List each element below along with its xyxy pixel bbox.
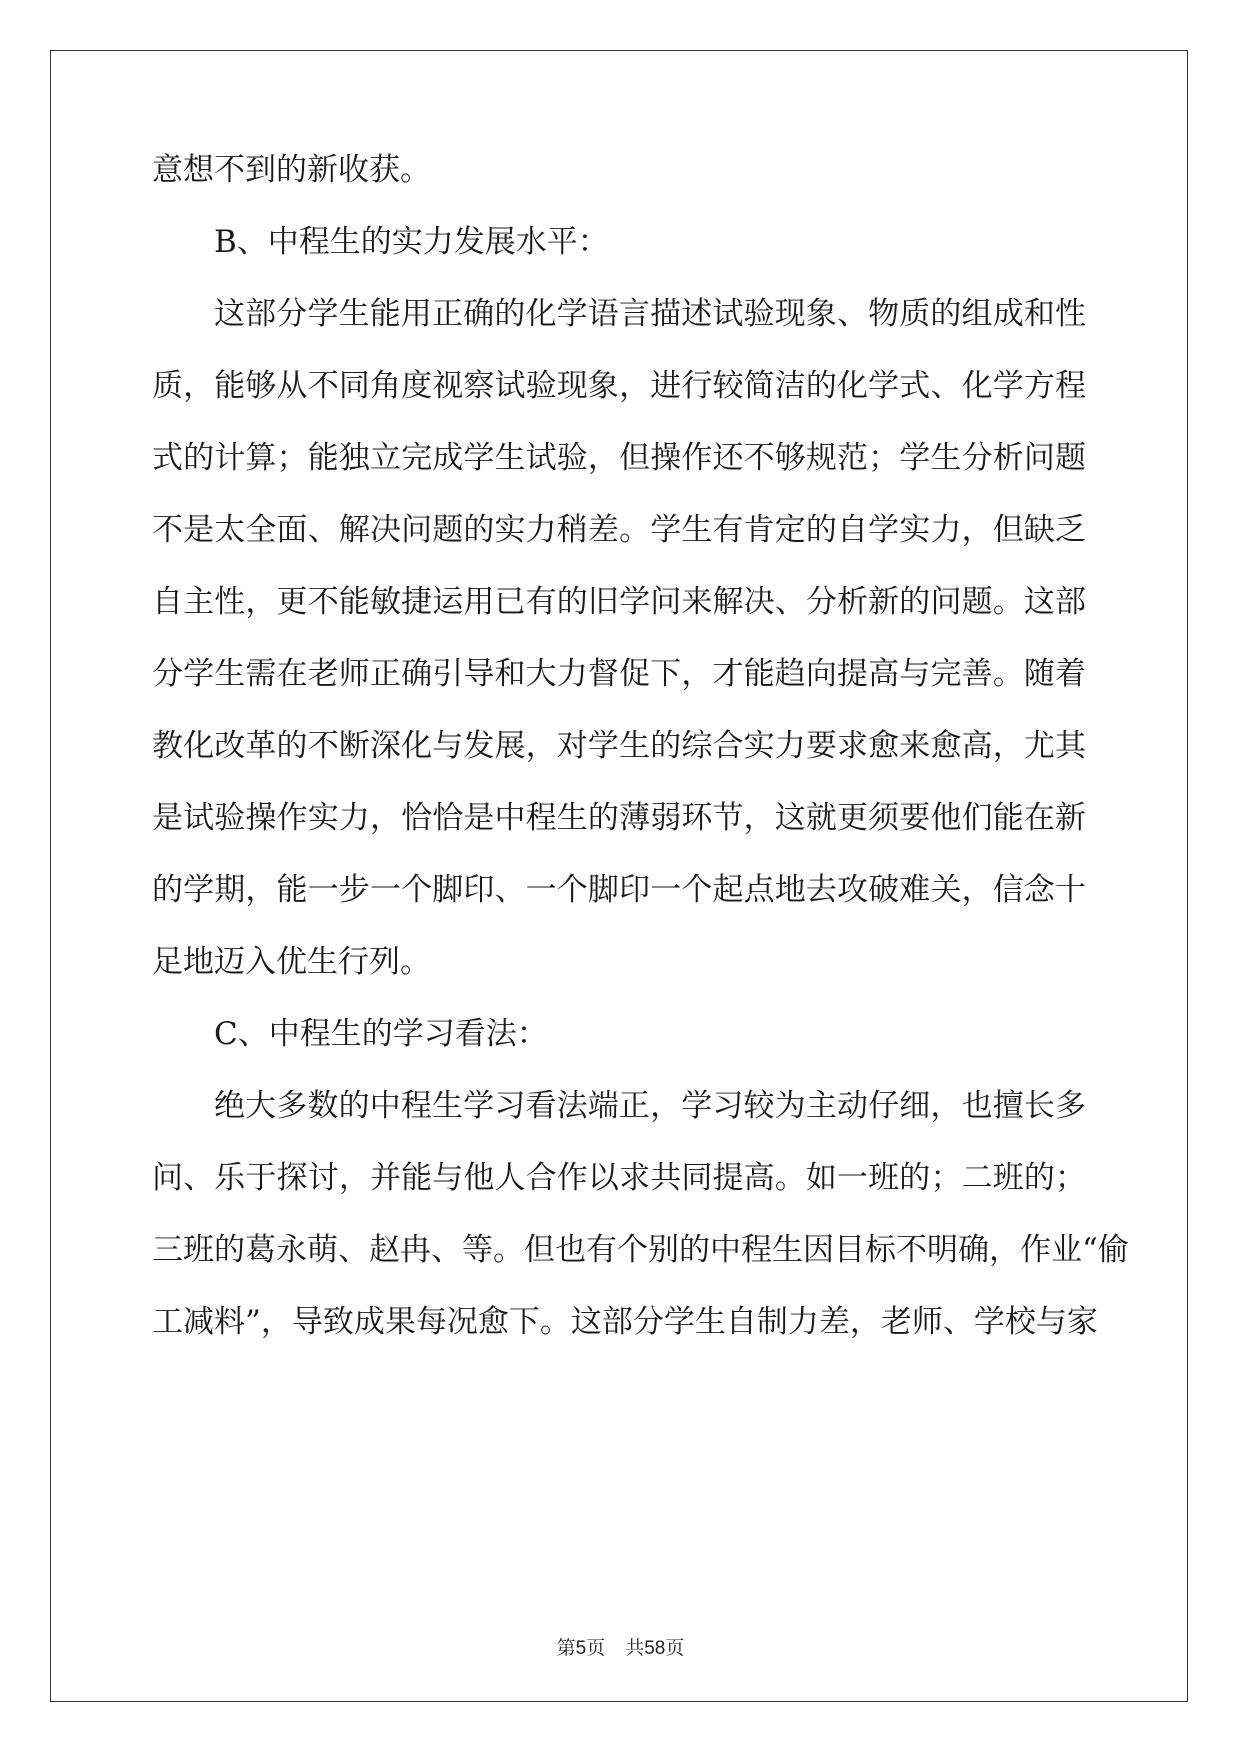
text-line: 这部分学生能用正确的化学语言描述试验现象、物质的组成和性: [214, 296, 1086, 332]
total-suffix: 页: [665, 1637, 685, 1659]
text-line: 三班的葛永萌、赵冉、等。但也有个别的中程生因目标不明确，作业“偷: [152, 1232, 1129, 1268]
text-line: 的学期，能一步一个脚印、一个脚印一个起点地去攻破难关，信念十: [152, 872, 1086, 908]
page-suffix: 页: [586, 1637, 606, 1659]
text-line: C、中程生的学习看法：: [214, 1016, 548, 1052]
text-line: 绝大多数的中程生学习看法端正，学习较为主动仔细，也擅长多: [214, 1088, 1086, 1124]
text-line: 分学生需在老师正确引导和大力督促下，才能趋向提高与完善。随着: [152, 656, 1086, 692]
text-line: 问、乐于探讨，并能与他人合作以求共同提高。如一班的；二班的；: [152, 1160, 1086, 1196]
text-line: 质，能够从不同角度视察试验现象，进行较简洁的化学式、化学方程: [152, 368, 1086, 404]
text-line: 自主性，更不能敏捷运用已有的旧学问来解决、分析新的问题。这部: [152, 584, 1086, 620]
text-line: 教化改革的不断深化与发展，对学生的综合实力要求愈来愈高，尤其: [152, 728, 1086, 764]
text-line: 式的计算；能独立完成学生试验，但操作还不够规范；学生分析问题: [152, 440, 1086, 476]
total-prefix: 共: [625, 1637, 645, 1659]
text-line: B、中程生的实力发展水平：: [214, 224, 609, 260]
text-line: 是试验操作实力，恰恰是中程生的薄弱环节，这就更须要他们能在新: [152, 800, 1086, 836]
page-prefix: 第: [556, 1637, 576, 1659]
page-number: 5: [575, 1638, 587, 1659]
total-pages: 58: [644, 1638, 666, 1659]
text-line: 不是太全面、解决问题的实力稍差。学生有肯定的自学实力，但缺乏: [152, 512, 1086, 548]
text-line: 足地迈入优生行列。: [152, 944, 431, 980]
text-line: 工减料”，导致成果每况愈下。这部分学生自制力差，老师、学校与家: [152, 1304, 1098, 1340]
text-line: 意想不到的新收获。: [152, 152, 431, 188]
page-footer: [0, 1636, 1241, 1661]
